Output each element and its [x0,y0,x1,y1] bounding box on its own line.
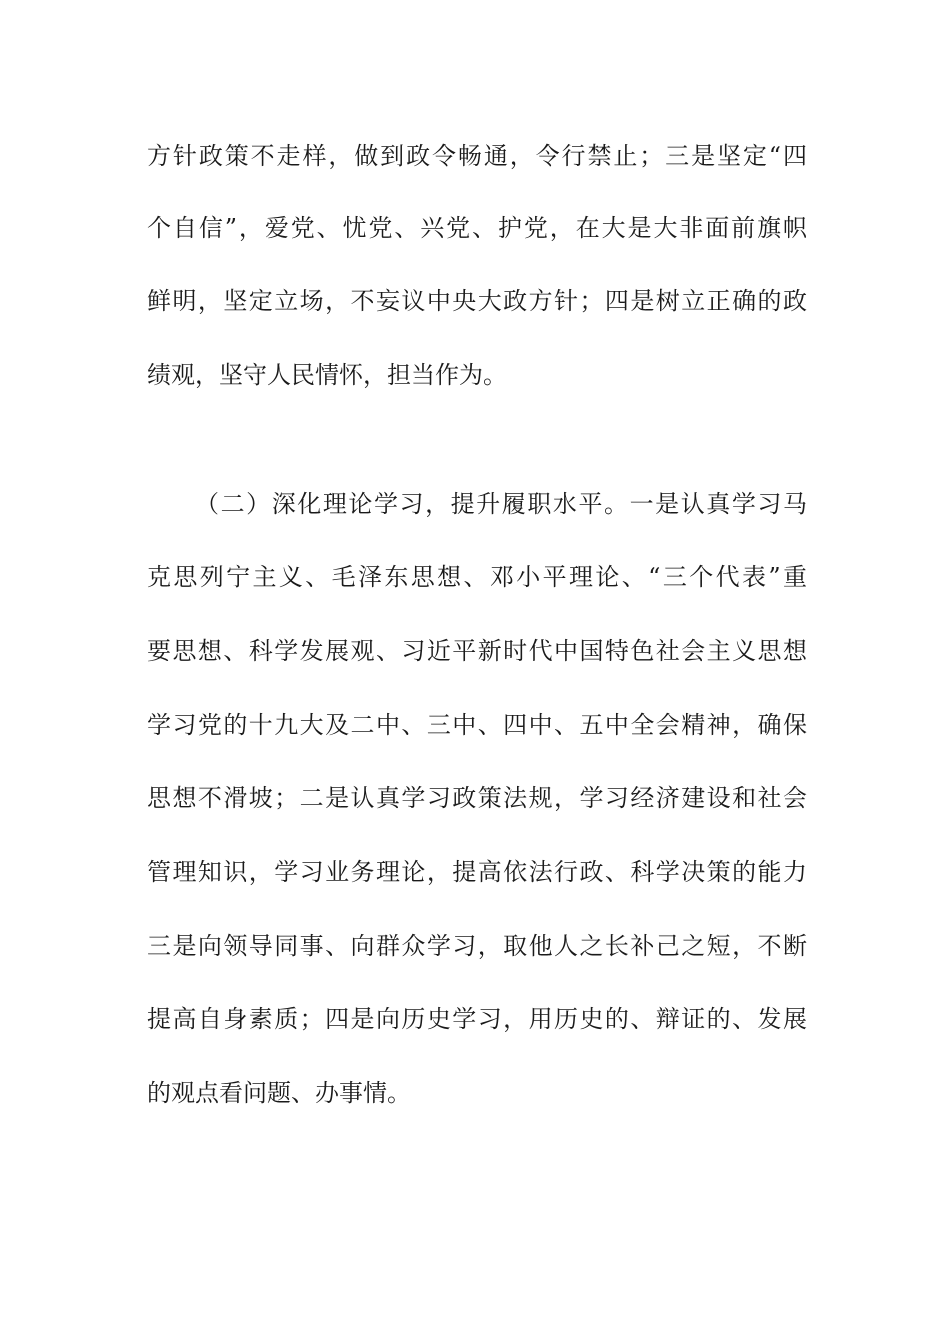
text-line: 要思想、科学发展观、习近平新时代中国特色社会主义思想 [147,637,807,665]
text-line: 鲜明，坚定立场，不妄议中央大政方针；四是树立正确的政 [147,287,807,315]
text-line: 方针政策不走样，做到政令畅通，令行禁止；三是坚定“四 [147,142,807,170]
text-line: 思想不滑坡；二是认真学习政策法规，学习经济建设和社会 [147,784,807,812]
text-line: 克思列宁主义、毛泽东思想、邓小平理论、“三个代表”重 [147,563,807,591]
text-line: 的观点看问题、办事情。 [147,1079,411,1107]
text-line: 个自信”，爱党、忧党、兴党、护党，在大是大非面前旗帜 [147,214,807,242]
text-line: 三是向领导同事、向群众学习，取他人之长补己之短，不断 [147,932,807,960]
text-line: 学习党的十九大及二中、三中、四中、五中全会精神，确保 [147,711,807,739]
text-line: 管理知识，学习业务理论，提高依法行政、科学决策的能力 [147,858,807,886]
text-line: （二）深化理论学习，提升履职水平。一是认真学习马 [195,490,807,518]
text-line: 提高自身素质；四是向历史学习，用历史的、辩证的、发展 [147,1005,807,1033]
text-line: 绩观，坚守人民情怀，担当作为。 [147,361,507,389]
